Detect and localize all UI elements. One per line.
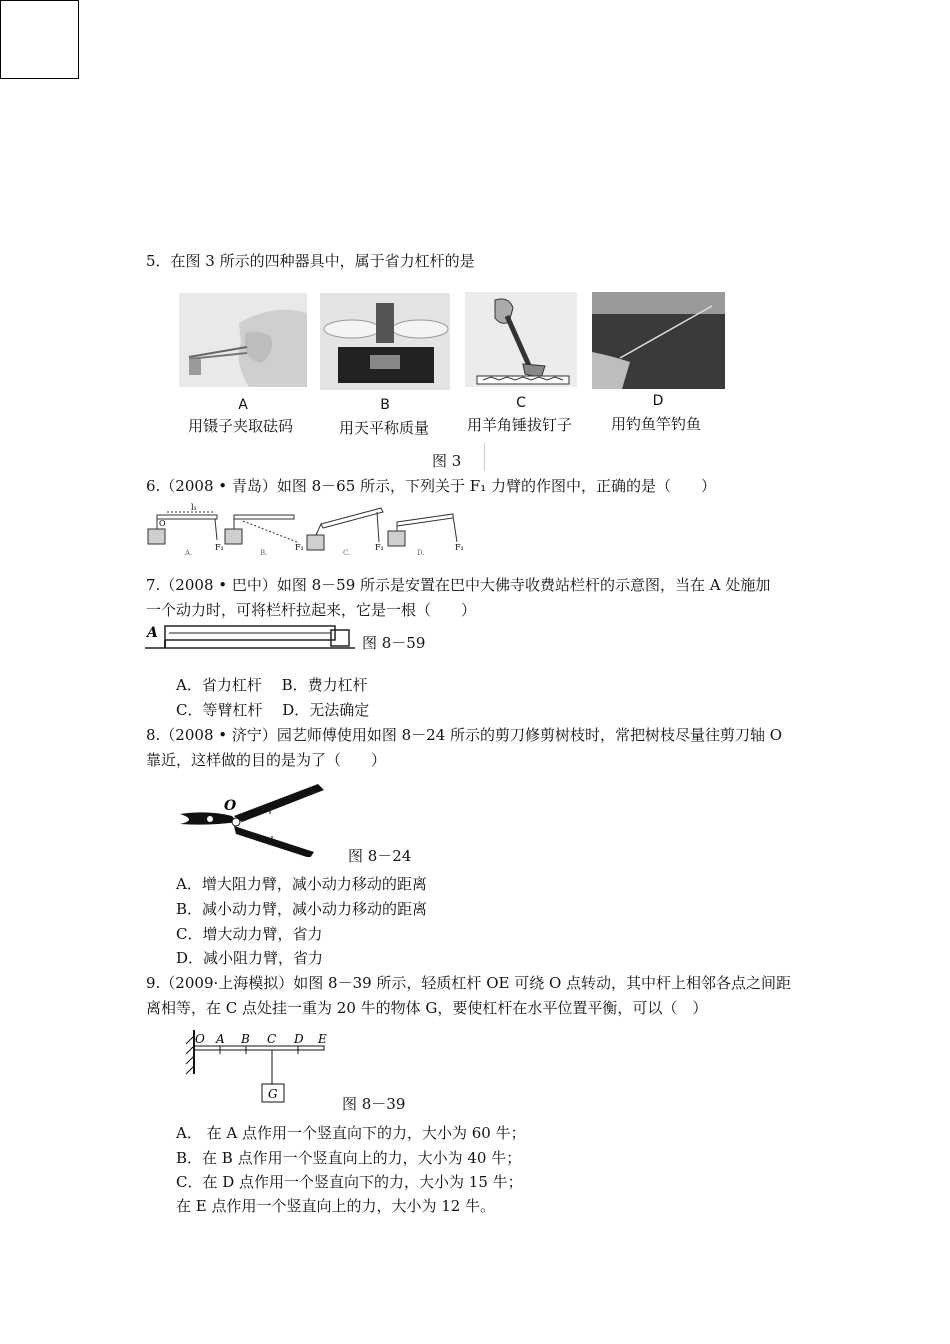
q5-letter-a: A: [238, 397, 248, 413]
q6-label-l1: l₁: [191, 503, 197, 512]
q9-option-c: C．在 D 点作用一个竖直向下的力，大小为 15 牛；: [176, 1173, 523, 1191]
q5-option-b: 用天平称质量: [339, 419, 430, 437]
q9-point-o: O: [195, 1032, 205, 1046]
q9-point-c: C: [267, 1032, 277, 1046]
q9-point-e: E: [318, 1032, 327, 1046]
q7-figure-letter: A: [147, 625, 158, 641]
q5-figure-caption: 图 3: [432, 452, 462, 470]
q6-label-d: D.: [417, 549, 425, 557]
q6-figure: [145, 502, 475, 557]
q8-stem-line1: 8.（2008 • 济宁）园艺师傅使用如图 8－24 所示的剪刀修剪树枝时，常把树枝尽量往剪刀轴 O: [146, 726, 783, 744]
q6-label-a: A.: [185, 549, 193, 557]
fishing-rod-photo: [592, 292, 725, 389]
q6-label-f1-a: F₁: [215, 543, 224, 552]
q7-stem-line1: 7.（2008 • 巴中）如图 8－59 所示是安置在巴中大佛寺收费站栏杆的示意图，当在 A 处施加: [146, 576, 771, 594]
q6-label-f1-c: F₁: [375, 543, 384, 552]
tweezers-photo: [179, 293, 307, 387]
q5-option-c: 用羊角锤拔钉子: [467, 416, 573, 434]
corner-box: [0, 0, 79, 79]
q7-stem-line2: 一个动力时，可将栏杆拉起来，它是一根（ ）: [146, 601, 477, 619]
q9-option-d: 在 E 点作用一个竖直向上的力，大小为 12 牛。: [176, 1197, 496, 1215]
q9-option-b: B．在 B 点作用一个竖直向上的力，大小为 40 牛；: [176, 1149, 522, 1167]
q6-label-b: B.: [260, 549, 268, 557]
q9-stem-line1: 9.（2009·上海模拟）如图 8－39 所示，轻质杠杆 OE 可绕 O 点转动，其中杆上相邻各点之间距: [146, 974, 792, 992]
q8-scissors-figure: [178, 782, 328, 857]
q5-option-d: 用钓鱼竿钓鱼: [611, 415, 702, 433]
q9-point-b: B: [241, 1032, 250, 1046]
q9-figure-caption: 图 8－39: [342, 1095, 406, 1113]
q9-option-a: A． 在 A 点作用一个竖直向下的力，大小为 60 牛；: [176, 1124, 526, 1142]
q8-figure-caption: 图 8－24: [348, 847, 412, 865]
q8-stem-line2: 靠近，这样做的目的是为了（ ）: [146, 751, 387, 769]
q9-point-a: A: [216, 1032, 225, 1046]
q8-option-c: C．增大动力臂，省力: [176, 925, 323, 943]
q6-label-f1-b: F₁: [295, 543, 304, 552]
q5-letter-b: B: [380, 397, 390, 413]
figure-frame-edge: [484, 443, 485, 471]
q6-stem: 6.（2008 • 青岛）如图 8－65 所示，下列关于 F₁ 力臂的作图中，正确的是（ ）: [146, 477, 716, 495]
q7-options-line2: C．等臂杠杆 D．无法确定: [176, 701, 370, 719]
q5-letter-c: C: [516, 395, 526, 411]
q8-option-b: B．减小动力臂，减小动力移动的距离: [176, 900, 428, 918]
q6-label-c: C.: [343, 549, 351, 557]
q7-options-line1: A．省力杠杆 B．费力杠杆: [176, 676, 368, 694]
q8-option-a: A．增大阻力臂，减小动力移动的距离: [176, 875, 427, 893]
q7-figure-caption: 图 8－59: [362, 634, 426, 652]
q5-stem: 5．在图 3 所示的四种器具中，属于省力杠杆的是: [146, 252, 475, 270]
q5-option-a: 用镊子夹取砝码: [188, 417, 294, 435]
q8-figure-letter: O: [224, 798, 237, 814]
q6-label-o: O: [159, 519, 166, 528]
q9-weight-label: G: [268, 1087, 278, 1101]
claw-hammer-photo: [465, 292, 577, 387]
q5-letter-d: D: [652, 393, 664, 409]
q9-lever-figure: [178, 1026, 338, 1106]
q8-option-d: D．减小阻力臂，省力: [176, 949, 324, 967]
balance-photo: [320, 293, 450, 390]
q7-figure: [145, 620, 355, 652]
q9-stem-line2: 离相等，在 C 点处挂一重为 20 牛的物体 G，要使杠杆在水平位置平衡，可以（ ）: [146, 999, 708, 1017]
q6-label-f1-d: F₁: [455, 543, 464, 552]
q9-point-d: D: [294, 1032, 304, 1046]
